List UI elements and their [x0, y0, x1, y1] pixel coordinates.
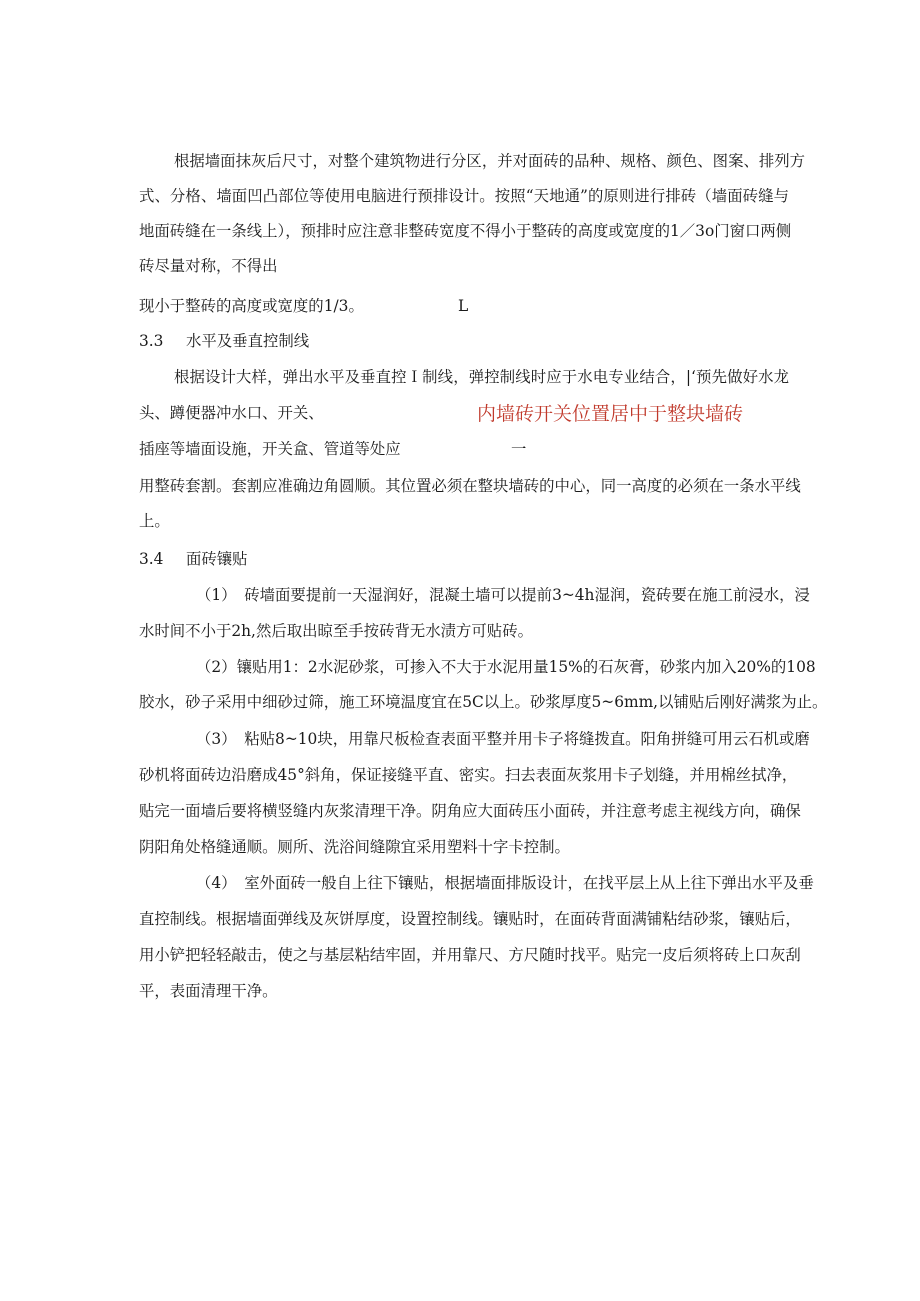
item2-line1: （2）镶贴用1：2水泥砂浆，可掺入不大于水泥用量15%的石灰膏，砂浆内加入20%的108: [196, 658, 816, 676]
item4-line1: （4） 室外面砖一般自上往下镶贴，根据墙面排版设计，在找平层上从上往下弹出水平及垂: [196, 874, 814, 892]
item3-line3: 贴完一面墙后要将横竖缝内灰浆清理干净。阴角应大面砖压小面砖，并注意考虑主视线方向，确保: [139, 802, 801, 820]
paragraph1-line3: 地面砖缝在一条线上），预排时应注意非整砖宽度不得小于整砖的高度或宽度的1／3o门窗口两侧: [139, 222, 792, 240]
item4-line3: 用小铲把轻轻敲击，使之与基层粘结牢固，并用靠尺、方尺随时找平。贴完一皮后须将砖上口灰刮: [139, 946, 801, 964]
section-3-4-title: 面砖镶贴: [186, 550, 248, 568]
item3-line4: 阴阳角处格缝通顺。厕所、洗浴间缝隙宜采用塑料十字卡控制。: [139, 838, 570, 856]
paragraph1-line1: 根据墙面抹灰后尺寸，对整个建筑物进行分区，并对面砖的品种、规格、颜色、图案、排列方: [174, 152, 806, 170]
item3-line1: （3） 粘贴8~10块，用靠尺板检查表面平整并用卡子将缝拨直。阳角拼缝可用云石机或磨: [196, 730, 810, 748]
item1-line2: 水时间不小于2h,然后取出晾至手按砖背无水渍方可贴砖。: [139, 622, 533, 640]
section-3-4-number: 3.4: [139, 550, 164, 568]
stray-mark-l: L: [458, 297, 469, 315]
item3-line2: 砂机将面砖边沿磨成45°斜角，保证接缝平直、密实。扫去表面灰浆用卡子划缝，并用棉丝拭净，: [139, 766, 798, 784]
item2-line2: 胶水，砂子采用中细砂过筛，施工环境温度宜在5C以上。砂浆厚度5~6mm,以铺贴后刚好满浆为止。: [139, 693, 828, 711]
section-3-3-title: 水平及垂直控制线: [186, 332, 310, 350]
item1-line1: （1） 砖墙面要提前一天湿润好，混凝土墙可以提前3~4h湿润，瓷砖要在施工前浸水，浸: [196, 586, 810, 604]
paragraph2-line2: 头、蹲便器冲水口、开关、: [139, 404, 324, 422]
paragraph1-line2: 式、分格、墙面凹凸部位等使用电脑进行预排设计。按照“天地通”的原则进行排砖（墙面砖缝与: [139, 187, 789, 205]
paragraph2-line5: 上。: [139, 512, 170, 530]
item4-line4: 平，表面清理干净。: [139, 982, 278, 1000]
red-annotation: 内墙砖开关位置居中于整块墙砖: [477, 403, 744, 425]
paragraph2-line3: 插座等墙面设施，开关盒、管道等处应: [139, 440, 401, 458]
paragraph1-line5: 现小于整砖的高度或宽度的1/3。: [139, 297, 364, 315]
paragraph1-line4: 砖尽量对称，不得出: [139, 257, 278, 275]
section-3-3-number: 3.3: [139, 332, 164, 350]
paragraph2-line1: 根据设计大样，弹出水平及垂直控Ｉ制线，弹控制线时应于水电专业结合，|‘预先做好水龙: [174, 368, 789, 386]
item4-line2: 直控制线。根据墙面弹线及灰饼厚度，设置控制线。镶贴时，在面砖背面满铺粘结砂浆，镶贴后，: [139, 910, 801, 928]
paragraph2-dash: 一: [511, 440, 527, 458]
paragraph2-line4: 用整砖套割。套割应准确边角圆顺。其位置必须在整块墙砖的中心，同一高度的必须在一条水平线: [139, 477, 801, 495]
